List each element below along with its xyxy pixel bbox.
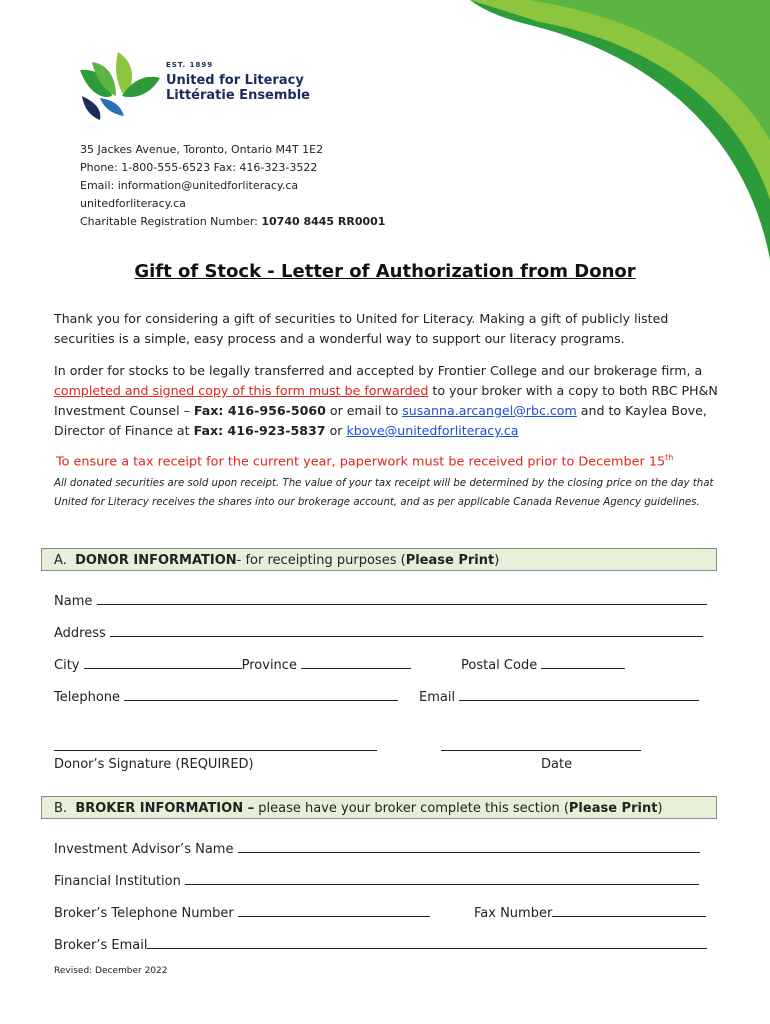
address-line: 35 Jackes Avenue, Toronto, Ontario M4T 1E2 — [80, 143, 324, 156]
donor-address-field[interactable]: Address — [54, 624, 703, 642]
intro-paragraph: Thank you for considering a gift of securities to United for Literacy. Making a gift of publicly listed securities is a simple, easy process and a wonderful way to support our literacy programs. — [54, 311, 669, 346]
date-line[interactable] — [441, 750, 641, 751]
page-title: Gift of Stock - Letter of Authorization from Donor — [134, 261, 636, 282]
donor-city-input[interactable] — [84, 656, 242, 669]
email-line: Email: information@unitedforliteracy.ca — [80, 179, 299, 192]
donor-postal-field[interactable]: Postal Code — [461, 656, 625, 674]
donor-city-field[interactable]: City Province — [54, 656, 411, 674]
logo — [78, 52, 160, 120]
institution-field[interactable]: Financial Institution — [54, 872, 699, 890]
advisor-name-input[interactable] — [238, 840, 700, 853]
section-a-header: A. DONOR INFORMATION- for receipting purposes (Please Print) — [41, 548, 717, 571]
finance-fax: Fax: 416-923-5837 — [193, 423, 326, 438]
rbc-email-link[interactable]: susanna.arcangel@rbc.com — [402, 403, 577, 418]
website-line: unitedforliteracy.ca — [80, 197, 186, 210]
broker-phone-input[interactable] — [238, 904, 430, 917]
advisor-name-field[interactable]: Investment Advisor’s Name — [54, 840, 700, 858]
donor-telephone-field[interactable]: Telephone — [54, 688, 398, 706]
tax-receipt-note: All donated securities are sold upon receipt. The value of your tax receipt will be determined by the closing price on the day that United for Literacy receives the shares into our brokerage account, and as per applicable Canada Revenue Agency guidelines. — [54, 478, 714, 508]
signature-line[interactable] — [54, 750, 377, 751]
institution-input[interactable] — [185, 872, 699, 885]
broker-email-input[interactable] — [147, 936, 707, 949]
donor-name-input[interactable] — [97, 592, 707, 605]
fax-number-field[interactable]: Fax Number — [474, 904, 706, 922]
signature-label: Donor’s Signature (REQUIRED) — [54, 757, 254, 772]
signed-copy-notice: completed and signed copy of this form must be forwarded — [54, 383, 429, 398]
donor-province-input[interactable] — [301, 656, 411, 669]
established-year: EST. 1899 — [166, 61, 214, 69]
deadline-notice: To ensure a tax receipt for the current year, paperwork must be received prior to December 15th — [56, 453, 674, 470]
donor-email-input[interactable] — [459, 688, 699, 701]
charity-line: Charitable Registration Number: 10740 8445 RR0001 — [80, 215, 386, 228]
rbc-fax: Fax: 416-956-5060 — [193, 403, 326, 418]
header-swoosh — [470, 0, 770, 260]
org-name-en: United for Literacy — [166, 73, 304, 88]
org-name-fr: Littératie Ensemble — [166, 88, 310, 103]
section-b-header: B. BROKER INFORMATION – please have your broker complete this section (Please Print) — [41, 796, 717, 819]
donor-telephone-input[interactable] — [124, 688, 398, 701]
donor-name-field[interactable]: Name — [54, 592, 707, 610]
phone-line: Phone: 1-800-555-6523 Fax: 416-323-3522 — [80, 161, 318, 174]
donor-address-input[interactable] — [110, 624, 703, 637]
donor-postal-input[interactable] — [541, 656, 625, 669]
instructions-paragraph: In order for stocks to be legally transferred and accepted by Frontier College and our brokerage firm, a completed and signed copy of this form must be forwarded to your broker with a copy to both RBC PH&N Investment Counsel – Fax: 416-956-5060 or email to susanna.arcangel@rbc.com and to Kaylea Bove, Director of Finance at Fax: 416-923-5837 or kbove@unitedforliteracy.ca — [54, 363, 718, 438]
broker-phone-field[interactable]: Broker’s Telephone Number — [54, 904, 430, 922]
finance-email-link[interactable]: kbove@unitedforliteracy.ca — [346, 423, 519, 438]
broker-email-field[interactable]: Broker’s Email — [54, 936, 707, 954]
donor-email-field[interactable]: Email — [419, 688, 699, 706]
charity-number: 10740 8445 RR0001 — [261, 215, 386, 228]
date-label: Date — [541, 757, 573, 772]
logo-text — [166, 62, 310, 102]
contact-block — [80, 141, 385, 231]
fax-number-input[interactable] — [552, 904, 706, 917]
revised-date: Revised: December 2022 — [54, 966, 168, 976]
